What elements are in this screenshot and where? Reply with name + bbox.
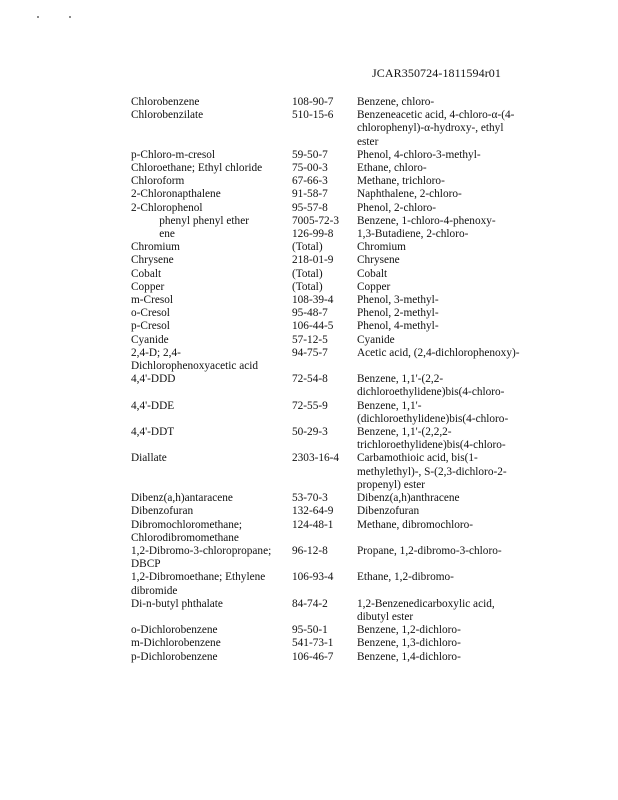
cas-number: 106-46-7 [292, 650, 334, 663]
cas-number: 108-90-7 [292, 96, 334, 108]
chemical-synonym: Acetic acid, (2,4-dichlorophenoxy)- [357, 346, 520, 359]
cas-number: 50-29-3 [292, 426, 328, 439]
chemical-synonym: Cyanide [357, 333, 395, 346]
table-row [131, 162, 531, 175]
chemical-name: p-Cresol [131, 320, 170, 333]
chemical-synonym: Ethane, 1,2-dibromo- [357, 571, 454, 584]
cas-number: 95-48-7 [292, 307, 328, 320]
cas-number: (Total) [292, 267, 323, 280]
scan-speck [69, 16, 71, 18]
chemical-name: 4,4'-DDE [131, 399, 175, 412]
chemical-synonym: Copper [357, 280, 391, 293]
chemical-name: 2,4-D; 2,4- Dichlorophenoxyacetic acid [131, 346, 259, 373]
cas-number: 106-44-5 [292, 320, 334, 333]
cas-number: 541-73-1 [292, 637, 334, 650]
cas-number: 108-39-4 [292, 294, 334, 307]
chemical-synonym: Methane, trichloro- [357, 175, 445, 188]
chemical-synonym: Naphthalene, 2-chloro- [357, 188, 462, 201]
cas-number: 126-99-8 [292, 228, 334, 241]
chemical-name: 2-Chloronapthalene [131, 188, 221, 201]
cas-number: 75-00-3 [292, 162, 328, 175]
chemical-synonym: Chrysene [357, 254, 400, 267]
chemical-name: o-Cresol [131, 307, 170, 320]
cas-number: 218-01-9 [292, 254, 334, 267]
chemical-name: Chlorobenzene [131, 96, 200, 108]
table-row [131, 571, 531, 597]
chemical-name: phenyl phenyl ether [131, 214, 249, 227]
table-row [131, 624, 531, 637]
table-row [131, 241, 531, 254]
chemical-name: Di-n-butyl phthalate [131, 597, 223, 610]
chemical-name: 4,4'-DDT [131, 426, 175, 439]
cas-number: 53-70-3 [292, 492, 328, 505]
table-row [131, 202, 531, 215]
chemical-name: 1,2-Dibromo-3-chloropropane; DBCP [131, 544, 272, 571]
chemical-synonym: Benzene, chloro- [357, 96, 435, 108]
chemical-synonym: Benzene, 1-chloro-4-phenoxy- [357, 214, 496, 227]
cas-number: (Total) [292, 280, 323, 293]
cas-number: 95-57-8 [292, 201, 328, 214]
chemical-name: 2-Chlorophenol [131, 201, 203, 214]
table-row [131, 254, 531, 267]
cas-number: 7005-72-3 [292, 214, 340, 227]
chemical-synonym: Phenol, 2-chloro- [357, 201, 437, 214]
chemical-name: ene [131, 228, 175, 241]
chemical-synonym: Carbamothioic acid, bis(1- methylethyl)-, S-(2,3-dichloro-2- propenyl) ester [357, 452, 507, 491]
table-row [131, 96, 531, 109]
chemical-synonym: Phenol, 2-methyl- [357, 307, 439, 320]
chemical-synonym: Benzene, 1,1'-(2,2,2- trichloroethylidene)bis(4-chloro- [357, 426, 506, 452]
chemical-name: Dibenz(a,h)antaracene [131, 492, 233, 505]
table-row [131, 505, 531, 518]
cas-number: 106-93-4 [292, 571, 334, 584]
table-row [131, 347, 531, 373]
chemical-name: Diallate [131, 452, 167, 465]
table-row [131, 598, 531, 624]
chemical-name: p-Chloro-m-cresol [131, 148, 216, 161]
chemical-synonym: Benzeneacetic acid, 4-chloro-α-(4- chlorophenyl)-α-hydroxy-, ethyl ester [357, 109, 515, 148]
table-row [131, 492, 531, 505]
chemical-synonym: Benzene, 1,2-dichloro- [357, 624, 461, 637]
chemical-synonym: Dibenzofuran [357, 505, 420, 518]
cas-number: 510-15-6 [292, 109, 334, 122]
cas-number: 132-64-9 [292, 505, 334, 518]
cas-number: 84-74-2 [292, 597, 328, 610]
table-row [131, 426, 531, 452]
scan-speck [37, 16, 39, 18]
cas-number: 95-50-1 [292, 624, 328, 637]
cas-number: 72-55-9 [292, 399, 328, 412]
table-row [131, 268, 531, 281]
table-row [131, 281, 531, 294]
chemical-synonym: Benzene, 1,3-dichloro- [357, 637, 461, 650]
table-row [131, 149, 531, 162]
chemical-name: Chrysene [131, 254, 174, 267]
chemical-name: m-Dichlorobenzene [131, 637, 221, 650]
chemical-synonym: Benzene, 1,4-dichloro- [357, 650, 461, 663]
cas-number: 72-54-8 [292, 373, 328, 386]
chemical-synonym: Chromium [357, 241, 406, 254]
cas-number: 96-12-8 [292, 544, 328, 557]
chemical-name: Chloroethane; Ethyl chloride [131, 162, 263, 175]
chemical-synonym: 1,2-Benzenedicarboxylic acid, dibutyl ester [357, 597, 495, 623]
table-row [131, 519, 531, 545]
chemical-name: 1,2-Dibromoethane; Ethylene dibromide [131, 571, 266, 597]
chemical-synonym: Methane, dibromochloro- [357, 518, 474, 531]
cas-number: 91-58-7 [292, 188, 328, 201]
cas-number: (Total) [292, 241, 323, 254]
chemical-name: Chloroform [131, 175, 185, 188]
chemical-name: o-Dichlorobenzene [131, 624, 218, 637]
chemical-synonym: Benzene, 1,1'- (dichloroethylidene)bis(4-chloro- [357, 399, 509, 425]
chemical-synonym: Benzene, 1,1'-(2,2- dichloroethylidene)bis(4-chloro- [357, 373, 505, 399]
table-row [131, 320, 531, 333]
table-row [131, 175, 531, 188]
table-row [131, 651, 531, 664]
chemical-name: Cyanide [131, 333, 169, 346]
chemical-synonym: Ethane, chloro- [357, 162, 427, 175]
chemical-synonym: Cobalt [357, 267, 388, 280]
table-row [131, 400, 531, 426]
table-row [131, 294, 531, 307]
chemical-synonym: Phenol, 3-methyl- [357, 294, 439, 307]
cas-number: 124-48-1 [292, 518, 334, 531]
chemical-name: m-Cresol [131, 294, 174, 307]
table-row [131, 334, 531, 347]
chemical-name: Dibromochloromethane; Chlorodibromomethane [131, 518, 243, 544]
cas-number: 57-12-5 [292, 333, 328, 346]
cas-number: 94-75-7 [292, 346, 328, 359]
chemical-name: Cobalt [131, 267, 162, 280]
chemical-name: 4,4'-DDD [131, 373, 176, 386]
table-row [131, 307, 531, 320]
chemical-synonym: Propane, 1,2-dibromo-3-chloro- [357, 544, 502, 557]
chemical-name: Chromium [131, 241, 180, 254]
cas-number: 59-50-7 [292, 148, 328, 161]
chemical-synonym: Phenol, 4-methyl- [357, 320, 439, 333]
chemical-name: p-Dichlorobenzene [131, 650, 218, 663]
chemical-synonym: Dibenz(a,h)anthracene [357, 492, 460, 505]
document-id: JCAR350724-1811594r01 [372, 66, 501, 80]
table-row [131, 373, 531, 399]
table-row [131, 109, 531, 149]
cas-number: 67-66-3 [292, 175, 328, 188]
chemical-synonym: Phenol, 4-chloro-3-methyl- [357, 148, 481, 161]
cas-number: 2303-16-4 [292, 452, 340, 465]
chemical-name: Copper [131, 280, 165, 293]
chemical-name: Chlorobenzilate [131, 109, 204, 122]
chemical-table [131, 96, 531, 664]
table-row [131, 188, 531, 201]
table-row [131, 637, 531, 650]
table-row [131, 228, 531, 241]
table-row [131, 545, 531, 571]
chemical-name: Dibenzofuran [131, 505, 194, 518]
table-row [131, 452, 531, 492]
chemical-synonym: 1,3-Butadiene, 2-chloro- [357, 228, 469, 241]
table-row [131, 215, 531, 228]
